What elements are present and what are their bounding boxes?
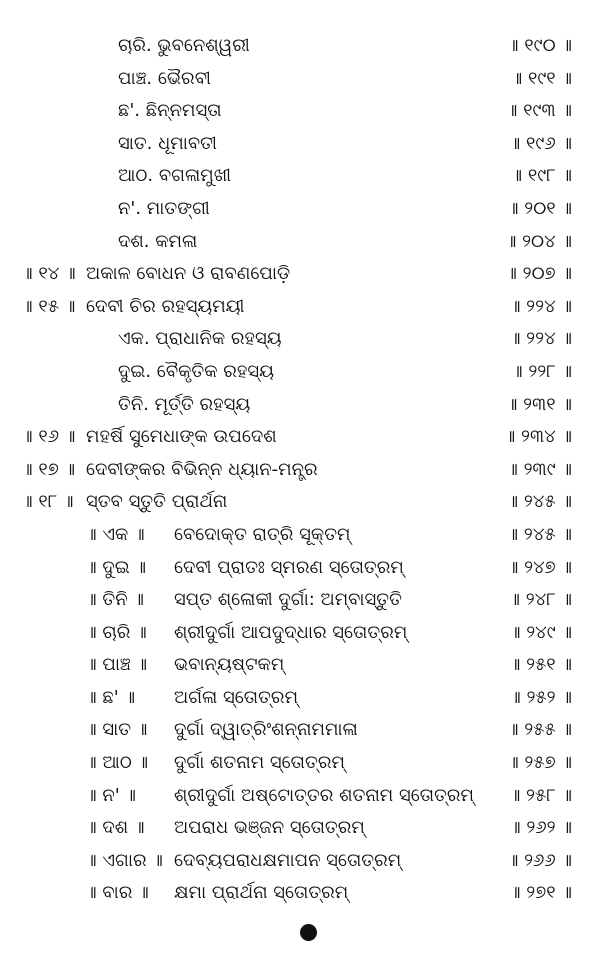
page-number: ॥ ୨୫୫ ॥	[507, 719, 572, 741]
page-number: ॥ ୨୫୧ ॥	[509, 654, 572, 676]
chapter-number: ॥ ୧୬ ॥	[22, 426, 76, 448]
page-number: ॥ ୧୯୮ ॥	[511, 165, 572, 187]
entry-title: ଦେବୀ ଚିର ରହସ୍ୟମୟୀ	[86, 295, 245, 317]
page-number: ॥ ୨୫୭ ॥	[508, 752, 572, 774]
page-number: ॥ ୧୯୦ ॥	[507, 35, 572, 56]
entry-title: ଦୁଇ. ବୈକୃତିକ ରହସ୍ୟ	[118, 360, 274, 382]
toc-entry	[0, 258, 600, 291]
chapter-number: ॥ ୧୭ ॥	[22, 458, 76, 480]
toc-entry	[0, 63, 600, 96]
table-of-contents	[0, 30, 600, 910]
toc-entry	[0, 454, 600, 487]
toc-entry	[0, 30, 600, 63]
toc-entry	[0, 747, 600, 780]
subsection-number: ॥ ଦଶ ॥	[86, 817, 145, 839]
page-number: ॥ ୨୦୧ ॥	[507, 197, 572, 219]
page-number: ॥ ୨୩୧ ॥	[506, 393, 572, 415]
page-number: ॥ ୧୯୬ ॥	[509, 132, 572, 154]
page-number: ॥ ୨୨୪ ॥	[509, 295, 572, 317]
toc-entry	[0, 160, 600, 193]
page-number: ॥ ୨୬୬ ॥	[507, 849, 572, 871]
entry-title: ଆଠ. ବଗଳାମୁଖୀ	[118, 165, 232, 187]
page-number: ॥ ୨୭୧ ॥	[509, 882, 572, 904]
entry-title: ଏକ. ପ୍ରାଧାନିକ ରହସ୍ୟ	[118, 328, 282, 350]
toc-entry	[0, 421, 600, 454]
page-number: ॥ ୨୪୮ ॥	[509, 589, 572, 611]
page-number: ॥ ୨୪୫ ॥	[507, 491, 572, 513]
subsection-number: ॥ ବାର ॥	[86, 882, 149, 904]
page-number: ॥ ୨୨୮ ॥	[511, 360, 572, 382]
entry-title: କ୍ଷମା ପ୍ରାର୍ଥନା ସ୍ତୋତ୍ରମ୍	[174, 882, 349, 904]
page-number: ॥ ୧୯୩ ॥	[506, 100, 572, 122]
subsection-number: ॥ ପାଞ୍ଚ ॥	[86, 654, 148, 676]
entry-title: ଶ୍ରୀଦୁର୍ଗା ଆପଦୁଦ୍ଧାର ସ୍ତୋତ୍ରମ୍	[174, 621, 408, 643]
page-bullet-dot	[300, 924, 317, 941]
entry-title: ଶ୍ରୀଦୁର୍ଗା ଅଷ୍ଟୋତ୍ତର ଶତନାମ ସ୍ତୋତ୍ରମ୍	[174, 784, 474, 806]
entry-title: ଦଶ. କମଳା	[118, 230, 198, 252]
entry-title: ଛ'. ଛିନ୍ନମସ୍ତା	[118, 100, 222, 122]
toc-entry	[0, 617, 600, 650]
entry-title: ନ'. ମାତଙ୍ଗୀ	[118, 197, 210, 219]
entry-title: ଦେବୀଙ୍କର ବିଭିନ୍ନ ଧ୍ୟାନ-ମନ୍ତ୍ର	[86, 458, 318, 480]
toc-entry	[0, 877, 600, 910]
entry-title: ଅକାଳ ବୋଧନ ଓ ରାବଣପୋଡ଼ି	[86, 263, 291, 285]
toc-entry	[0, 780, 600, 813]
chapter-number: ॥ ୧୫ ॥	[22, 295, 76, 317]
entry-title: ଭବାନ୍ୟଷ୍ଟକମ୍	[174, 654, 285, 676]
subsection-number: ॥ ତିନି ॥	[86, 589, 144, 611]
page-number: ॥ ୨୬୨ ॥	[510, 817, 572, 839]
entry-title: ଦୁର୍ଗା ଶତନାମ ସ୍ତୋତ୍ରମ୍	[174, 752, 345, 774]
page-number: ॥ ୨୪୯ ॥	[509, 621, 572, 643]
chapter-number: ॥ ୧୪ ॥	[22, 263, 76, 285]
chapter-number: ॥ ୧୮ ॥	[22, 491, 74, 513]
entry-title: ସାତ. ଧୂମାବତୀ	[118, 132, 217, 154]
entry-title: ସ୍ତବ ସ୍ତୁତି ପ୍ରାର୍ଥନା	[86, 491, 228, 513]
entry-title: ବେଦୋକ୍ତ ରାତ୍ରି ସୂକ୍ତମ୍	[174, 523, 351, 545]
page-number: ॥ ୨୩୪ ॥	[504, 426, 572, 448]
toc-entry	[0, 193, 600, 226]
toc-entry	[0, 552, 600, 585]
page-number: ॥ ୨୫୨ ॥	[510, 686, 572, 708]
subsection-number: ॥ ଏଗାର ॥	[86, 849, 163, 871]
entry-title: ଦେବୀ ପ୍ରାତଃ ସ୍ମରଣ ସ୍ତୋତ୍ରମ୍	[174, 556, 404, 578]
toc-entry	[0, 519, 600, 552]
page-number: ॥ ୨୦୭ ॥	[506, 263, 572, 285]
page-number: ॥ ୨୨୪ ॥	[509, 328, 572, 350]
entry-title: ମହର୍ଷି ସୁମେଧାଙ୍କ ଉପଦେଶ	[86, 426, 277, 448]
toc-entry	[0, 291, 600, 324]
page-number: ॥ ୨୩୯ ॥	[507, 458, 572, 480]
subsection-number: ॥ ଚାରି ॥	[86, 621, 147, 643]
toc-entry	[0, 812, 600, 845]
entry-title: ଦୁର୍ଗା ଦ୍ୱାତ୍ରିଂଶନ୍ନାମମାଳା	[174, 719, 358, 741]
entry-title: ତିନି. ମୂର୍ତ୍ତି ରହସ୍ୟ	[118, 393, 251, 415]
entry-title: ଚାରି. ଭୁବନେଶ୍ୱରୀ	[118, 35, 250, 56]
toc-entry	[0, 649, 600, 682]
toc-entry	[0, 226, 600, 259]
toc-entry	[0, 128, 600, 161]
toc-entry	[0, 323, 600, 356]
subsection-number: ॥ ଆଠ ॥	[86, 752, 149, 774]
toc-entry	[0, 714, 600, 747]
toc-entry	[0, 682, 600, 715]
page-number: ॥ ୨୦୪ ॥	[505, 230, 572, 252]
toc-entry	[0, 845, 600, 878]
page-number: ॥ ୧୯୧ ॥	[511, 67, 572, 89]
subsection-number: ॥ ଛ' ॥	[86, 686, 136, 708]
toc-entry	[0, 486, 600, 519]
page-number: ॥ ୨୫୮ ॥	[509, 784, 572, 806]
subsection-number: ॥ ଦୁଇ ॥	[86, 556, 147, 578]
subsection-number: ॥ ନ' ॥	[86, 784, 137, 806]
page-number: ॥ ୨୪୫ ॥	[507, 523, 572, 545]
entry-title: ଅର୍ଗଳା ସ୍ତୋତ୍ରମ୍	[174, 686, 299, 708]
entry-title: ପାଞ୍ଚ. ଭୈରବୀ	[118, 67, 211, 89]
toc-entry	[0, 95, 600, 128]
toc-entry	[0, 389, 600, 422]
entry-title: ଅପରାଧ ଭଞ୍ଜନ ସ୍ତୋତ୍ରମ୍	[174, 817, 365, 839]
entry-title: ଦେବ୍ୟପରାଧକ୍ଷମାପନ ସ୍ତୋତ୍ରମ୍	[174, 849, 402, 871]
subsection-number: ॥ ସାତ ॥	[86, 719, 148, 741]
toc-entry	[0, 356, 600, 389]
entry-title: ସପ୍ତ ଶ୍ଳୋକୀ ଦୁର୍ଗା: ଅମ୍ବାସ୍ତୁତି	[174, 589, 402, 611]
page-number: ॥ ୨୪୭ ॥	[507, 556, 572, 578]
subsection-number: ॥ ଏକ ॥	[86, 523, 145, 545]
toc-entry	[0, 584, 600, 617]
